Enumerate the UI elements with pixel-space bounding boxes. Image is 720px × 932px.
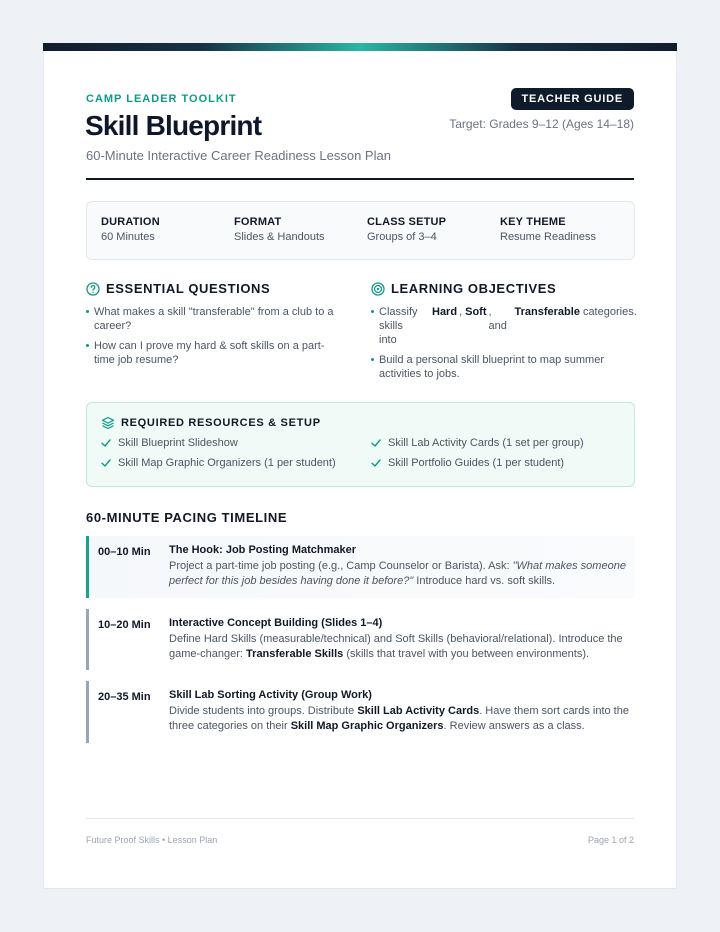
timeline-time: 00–10 Min <box>98 546 151 558</box>
desc-text: (skills that travel with you between environments). <box>343 647 590 660</box>
timeline-row-hook <box>86 536 635 598</box>
timeline-body <box>169 689 629 733</box>
question-circle-icon <box>86 282 100 296</box>
desc-text: Divide students into groups. Distribute <box>169 705 358 717</box>
resources-heading <box>101 416 321 430</box>
list-item: Build a personal skill blueprint to map summer activities to jobs. <box>371 353 636 381</box>
essential-questions-title: ESSENTIAL QUESTIONS <box>106 281 271 296</box>
learning-objectives-list <box>371 305 636 387</box>
resource-label: Skill Lab Activity Cards (1 set per group) <box>388 437 584 449</box>
objective-sep: , and <box>488 306 507 332</box>
desc-bold: Transferable Skills <box>246 647 344 660</box>
resource-label: Skill Portfolio Guides (1 per student) <box>388 457 565 469</box>
timeline-description <box>169 559 629 588</box>
learning-objectives-title: LEARNING OBJECTIVES <box>391 281 557 296</box>
objective-text: Classify skills into <box>379 306 418 346</box>
meta-duration <box>101 216 234 259</box>
term-hard: Hard <box>432 306 458 318</box>
meta-value: Groups of 3–4 <box>367 231 437 243</box>
page-title: Skill Blueprint <box>85 110 262 141</box>
resource-item <box>101 457 336 469</box>
meta-label: FORMAT <box>234 216 282 228</box>
desc-text: . Review answers as a class. <box>443 719 585 732</box>
timeline-title: Interactive Concept Building (Slides 1–4) <box>169 617 383 629</box>
list-item: What makes a skill "transferable" from a club to a career? <box>86 305 336 333</box>
footer-divider <box>86 818 634 819</box>
resource-item <box>371 457 564 469</box>
lesson-plan-page <box>43 43 677 889</box>
top-accent-bar <box>43 43 677 51</box>
resources-panel <box>86 402 635 487</box>
term-soft: Soft <box>465 306 487 318</box>
check-icon <box>101 438 111 448</box>
meta-label: KEY THEME <box>500 216 566 228</box>
resource-item <box>371 437 584 449</box>
desc-bold: Skill Lab Activity Cards <box>357 705 480 717</box>
page-number: Page 1 of 2 <box>587 835 634 845</box>
resource-label: Skill Blueprint Slideshow <box>118 437 238 449</box>
resources-title: REQUIRED RESOURCES & SETUP <box>121 417 321 429</box>
timeline-title: Skill Lab Sorting Activity (Group Work) <box>169 689 372 701</box>
timeline-title: The Hook: Job Posting Matchmaker <box>169 544 357 556</box>
essential-questions-list <box>86 305 336 373</box>
meta-label: CLASS SETUP <box>367 216 447 228</box>
list-item: How can I prove my hard & soft skills on a part-time job resume? <box>86 339 336 367</box>
header-divider <box>86 178 634 180</box>
timeline-time: 20–35 Min <box>98 691 151 703</box>
timeline-body <box>169 617 629 661</box>
meta-class-setup <box>367 216 500 259</box>
resource-label: Skill Map Graphic Organizers (1 per student) <box>118 457 336 469</box>
meta-key-theme <box>500 216 633 259</box>
desc-text: Define Hard Skills (measurable/technical) and Soft Skills (behavioral/relational). Introduce the game-changer: <box>169 633 623 660</box>
timeline-description <box>169 704 629 733</box>
check-icon <box>371 438 381 448</box>
timeline-time: 10–20 Min <box>98 619 151 631</box>
timeline-description <box>169 632 629 661</box>
footer-label: Future Proof Skills • Lesson Plan <box>86 835 218 845</box>
resource-item <box>101 437 238 449</box>
desc-quote: "What makes someone perfect for this job besides having done it before?" <box>169 560 626 587</box>
objective-classify <box>379 305 637 347</box>
teacher-guide-badge: TEACHER GUIDE <box>511 88 634 110</box>
timeline-row-concepts <box>86 609 635 670</box>
objective-sep: , <box>459 306 463 318</box>
desc-bold: Skill Map Graphic Organizers <box>290 719 444 732</box>
meta-format <box>234 216 367 259</box>
meta-label: DURATION <box>101 216 160 228</box>
objective-text: categories. <box>582 306 637 318</box>
target-icon <box>371 282 385 296</box>
eyebrow-label: CAMP LEADER TOOLKIT <box>86 93 237 105</box>
meta-value: 60 Minutes <box>101 231 155 243</box>
check-icon <box>371 458 381 468</box>
layers-icon <box>101 416 115 430</box>
timeline-row-skill-lab <box>86 681 635 743</box>
timeline-body <box>169 544 629 588</box>
desc-text: Project a part-time job posting (e.g., Camp Counselor or Barista). Ask: <box>169 560 513 572</box>
timeline-heading: 60-MINUTE PACING TIMELINE <box>86 510 288 525</box>
list-item <box>371 305 636 347</box>
meta-value: Slides & Handouts <box>234 231 325 243</box>
meta-value: Resume Readiness <box>500 231 596 243</box>
desc-text: Introduce hard vs. soft skills. <box>413 574 556 587</box>
target-audience: Target: Grades 9–12 (Ages 14–18) <box>449 117 634 131</box>
essential-questions-heading <box>86 281 270 296</box>
lesson-meta-panel <box>86 201 635 260</box>
learning-objectives-heading <box>371 281 556 296</box>
desc-text: . Have them sort cards into the three categories on their <box>169 705 629 732</box>
page-subtitle: 60-Minute Interactive Career Readiness Lesson Plan <box>86 148 391 163</box>
term-transferable: Transferable <box>514 306 580 318</box>
check-icon <box>101 458 111 468</box>
